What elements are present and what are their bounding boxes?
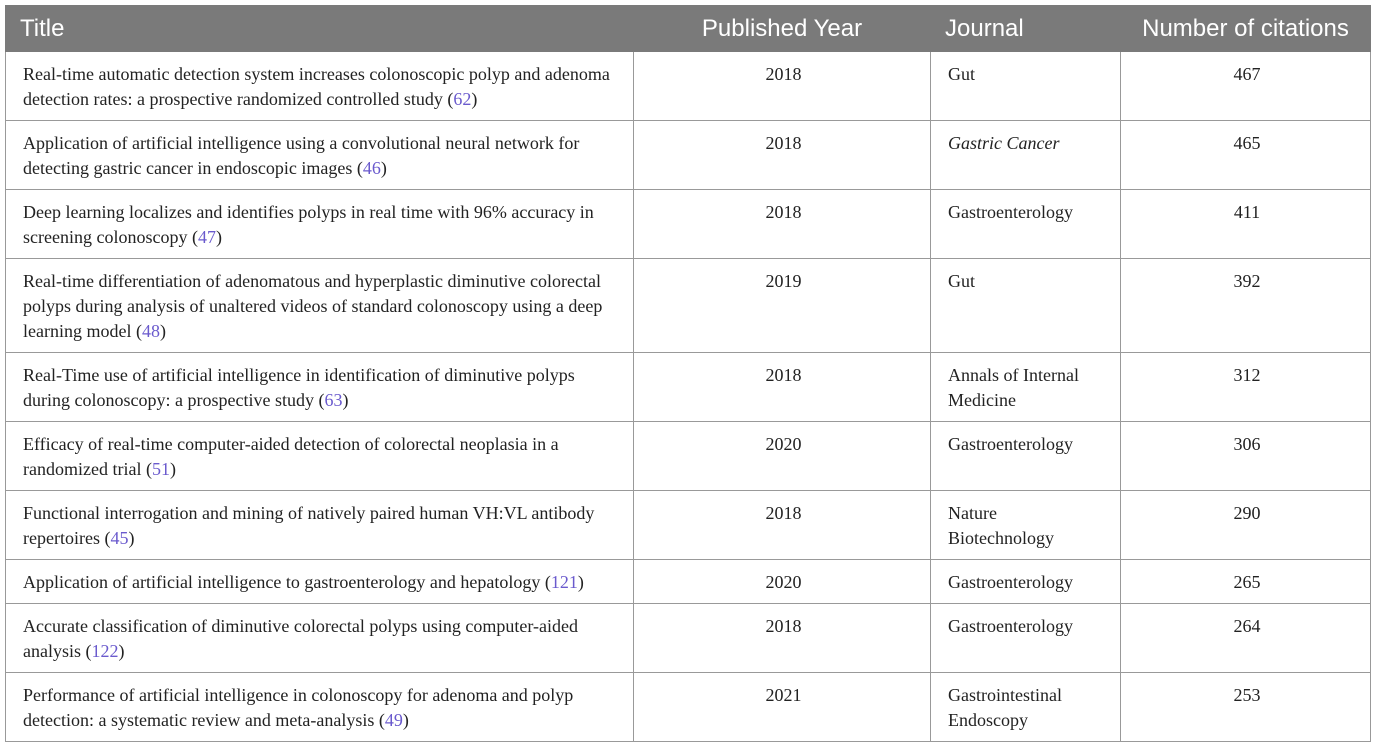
citations-table — [5, 5, 1371, 742]
title-text: Real-time automatic detection system increases colonoscopic polyp and adenoma detection rates: a prospective randomized controlled study — [23, 64, 610, 109]
reference-link[interactable]: 47 — [197, 227, 216, 247]
cell-citations: 253 — [1121, 673, 1371, 742]
table-row — [6, 190, 1371, 259]
table-row — [6, 121, 1371, 190]
reference-link[interactable]: 62 — [453, 89, 472, 109]
reference-link[interactable]: 63 — [324, 390, 343, 410]
cell-title: Application of artificial intelligence using a convolutional neural network for detecting gastric cancer in endoscopic images (46) — [6, 121, 634, 190]
cell-year: 2018 — [634, 604, 931, 673]
cell-journal: Nature Biotechnology — [931, 491, 1121, 560]
cell-title: Real-Time use of artificial intelligence in identification of diminutive polyps during colonoscopy: a prospective study (63) — [6, 353, 634, 422]
table-row — [6, 491, 1371, 560]
table-row — [6, 604, 1371, 673]
table-row — [6, 52, 1371, 121]
header-published-year: Published Year — [634, 6, 931, 52]
table-header-row — [6, 6, 1371, 52]
cell-journal: Gut — [931, 259, 1121, 353]
title-text: Functional interrogation and mining of natively paired human VH:VL antibody repertoires — [23, 503, 595, 548]
cell-title: Deep learning localizes and identifies polyps in real time with 96% accuracy in screening colonoscopy (47) — [6, 190, 634, 259]
header-number-of-citations: Number of citations — [1121, 6, 1371, 52]
citations-table-container — [5, 5, 1370, 742]
cell-title: Real-time automatic detection system increases colonoscopic polyp and adenoma detection rates: a prospective randomized controlled study (62) — [6, 52, 634, 121]
cell-citations: 306 — [1121, 422, 1371, 491]
cell-year: 2020 — [634, 560, 931, 604]
cell-year: 2020 — [634, 422, 931, 491]
title-text: Real-time differentiation of adenomatous and hyperplastic diminutive colorectal polyps during analysis of unaltered videos of standard colonoscopy using a deep learning model — [23, 271, 603, 341]
cell-year: 2018 — [634, 190, 931, 259]
reference-link[interactable]: 45 — [110, 528, 129, 548]
cell-title: Performance of artificial intelligence in colonoscopy for adenoma and polyp detection: a systematic review and meta-analysis (49) — [6, 673, 634, 742]
cell-title: Accurate classification of diminutive colorectal polyps using computer-aided analysis (122) — [6, 604, 634, 673]
cell-citations: 467 — [1121, 52, 1371, 121]
table-row — [6, 560, 1371, 604]
reference-link[interactable]: 122 — [91, 641, 119, 661]
cell-journal: Gut — [931, 52, 1121, 121]
cell-journal: Gastric Cancer — [931, 121, 1121, 190]
cell-year: 2018 — [634, 353, 931, 422]
cell-journal: Gastroenterology — [931, 190, 1121, 259]
cell-title: Application of artificial intelligence to gastroenterology and hepatology (121) — [6, 560, 634, 604]
cell-year: 2018 — [634, 491, 931, 560]
table-row — [6, 422, 1371, 491]
title-text: Performance of artificial intelligence in colonoscopy for adenoma and polyp detection: a systematic review and meta-analysis — [23, 685, 574, 730]
cell-journal: Gastroenterology — [931, 560, 1121, 604]
table-row — [6, 259, 1371, 353]
cell-year: 2021 — [634, 673, 931, 742]
cell-title: Functional interrogation and mining of natively paired human VH:VL antibody repertoires (45) — [6, 491, 634, 560]
cell-citations: 265 — [1121, 560, 1371, 604]
cell-year: 2018 — [634, 52, 931, 121]
cell-citations: 392 — [1121, 259, 1371, 353]
reference-link[interactable]: 49 — [384, 710, 403, 730]
reference-link[interactable]: 121 — [550, 572, 578, 592]
cell-title: Efficacy of real-time computer-aided detection of colorectal neoplasia in a randomized trial (51) — [6, 422, 634, 491]
cell-citations: 312 — [1121, 353, 1371, 422]
table-row — [6, 353, 1371, 422]
header-journal: Journal — [931, 6, 1121, 52]
header-title: Title — [6, 6, 634, 52]
cell-citations: 411 — [1121, 190, 1371, 259]
cell-citations: 465 — [1121, 121, 1371, 190]
reference-link[interactable]: 46 — [362, 158, 381, 178]
cell-year: 2018 — [634, 121, 931, 190]
cell-journal: Gastrointestinal Endoscopy — [931, 673, 1121, 742]
cell-journal: Annals of Internal Medicine — [931, 353, 1121, 422]
reference-link[interactable]: 51 — [151, 459, 170, 479]
title-text: Application of artificial intelligence to gastroenterology and hepatology — [23, 572, 541, 592]
title-text: Application of artificial intelligence using a convolutional neural network for detecting gastric cancer in endoscopic images — [23, 133, 580, 178]
cell-citations: 290 — [1121, 491, 1371, 560]
cell-citations: 264 — [1121, 604, 1371, 673]
title-text: Efficacy of real-time computer-aided detection of colorectal neoplasia in a randomized trial — [23, 434, 559, 479]
cell-journal: Gastroenterology — [931, 604, 1121, 673]
title-text: Deep learning localizes and identifies polyps in real time with 96% accuracy in screening colonoscopy — [23, 202, 594, 247]
cell-title: Real-time differentiation of adenomatous and hyperplastic diminutive colorectal polyps during analysis of unaltered videos of standard colonoscopy using a deep learning model (48) — [6, 259, 634, 353]
title-text: Real-Time use of artificial intelligence in identification of diminutive polyps during colonoscopy: a prospective study — [23, 365, 575, 410]
cell-journal: Gastroenterology — [931, 422, 1121, 491]
reference-link[interactable]: 48 — [141, 321, 160, 341]
cell-year: 2019 — [634, 259, 931, 353]
table-row — [6, 673, 1371, 742]
title-text: Accurate classification of diminutive colorectal polyps using computer-aided analysis — [23, 616, 578, 661]
